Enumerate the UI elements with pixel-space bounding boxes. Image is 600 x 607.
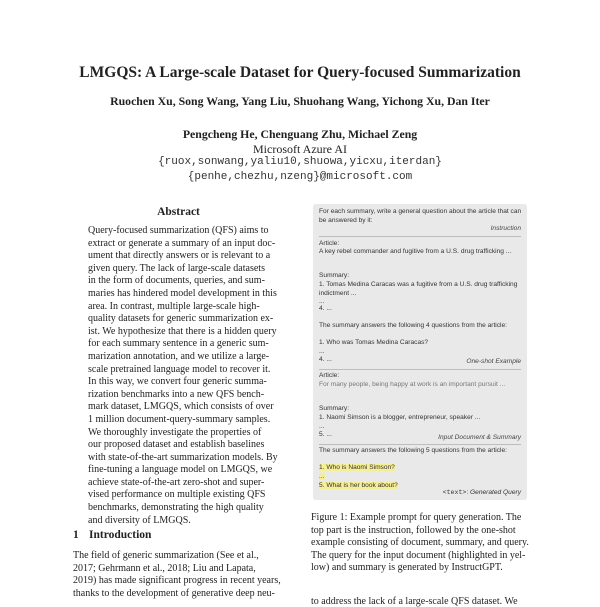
fig-example-q4: 4. ... bbox=[319, 356, 332, 363]
fig-input-q-dots: ... bbox=[319, 473, 325, 480]
fig-input-q5: 5. What is her book about? bbox=[319, 482, 398, 489]
fig-oneshot-tag: One-shot Example bbox=[466, 358, 521, 365]
fig-generated-tag: <text>: Generated Query bbox=[442, 489, 521, 496]
right-column-text-cut: to address the lack of a large-scale QFS dataset. We bbox=[311, 596, 518, 607]
fig-input-summary-5: 5. ... bbox=[319, 431, 332, 438]
fig-input-q1-row bbox=[319, 464, 523, 473]
intro-line: thanks to the development of generative deep neu- bbox=[73, 587, 275, 599]
figure-caption bbox=[311, 512, 533, 575]
fig-input-article-label: Article: bbox=[319, 372, 340, 379]
abstract-line: 1 million document-query-summary samples. bbox=[88, 413, 271, 425]
abstract-line: marization annotation, and we utilize a large- bbox=[88, 350, 270, 362]
fig-divider-2 bbox=[319, 369, 521, 370]
fig-instruction-tag: Instruction bbox=[490, 225, 521, 232]
abstract-line: area. In contrast, multiple large-scale high- bbox=[88, 300, 260, 312]
fig-input-q1: 1. Who is Naomi Simson? bbox=[319, 464, 395, 471]
abstract-line: In this way, we convert four generic summa- bbox=[88, 376, 267, 388]
abstract-line: maries has hindered model development in this bbox=[88, 287, 277, 299]
fig-example-summary-1: 1. Tomas Medina Caracas was a fugitive from a U.S. drug trafficking indictment ... bbox=[319, 281, 518, 297]
caption-line: Figure 1: Example prompt for query generation. The bbox=[311, 512, 522, 523]
caption-line: The query for the input document (highlighted in yel- bbox=[311, 549, 526, 561]
fig-instruction: For each summary, write a general question about the article that can be answered by it: bbox=[319, 208, 522, 224]
abstract-line: ument that directly answers or is relevant to a bbox=[88, 250, 271, 262]
paper-title: LMGQS: A Large-scale Dataset for Query-focused Summarization bbox=[79, 64, 521, 81]
abstract-line: fine-tuning a language model on LMGQS, we bbox=[88, 464, 273, 476]
emails-line-1: {ruox,sonwang,yaliu10,shuowa,yicxu,iterdan} bbox=[158, 156, 442, 168]
intro-line: The field of generic summarization (See et al., bbox=[73, 550, 259, 561]
abstract-line: ist. We hypothesize that there is a hidden query bbox=[88, 325, 277, 337]
intro-line: 2019) has made significant progress in recent years, bbox=[73, 575, 281, 586]
fig-example-summary-dots: ... bbox=[319, 298, 325, 305]
abstract-line: given query. The lack of large-scale datasets bbox=[88, 262, 265, 274]
authors-line-1: Ruochen Xu, Song Wang, Yang Liu, Shuohang Wang, Yichong Xu, Dan Iter bbox=[110, 94, 490, 108]
abstract-line: our proposed dataset and establish baselines bbox=[88, 439, 265, 451]
abstract-line: benchmarks, demonstrating the high quality bbox=[88, 502, 264, 514]
intro-body bbox=[73, 550, 291, 600]
fig-example-answers: The summary answers the following 4 questions from the article: bbox=[319, 322, 508, 329]
abstract-line: and diversity of LMGQS. bbox=[88, 514, 191, 526]
intro-section-number: 1 bbox=[73, 529, 79, 541]
fig-example-summary-4: 4. ... bbox=[319, 305, 332, 312]
abstract-body bbox=[88, 225, 278, 527]
fig-divider-3 bbox=[319, 444, 521, 445]
abstract-heading: Abstract bbox=[157, 206, 200, 218]
caption-line: top part is the instruction, followed by the one-shot bbox=[311, 524, 516, 536]
fig-input-article-text: For many people, being happy at work is an important pursuit ... bbox=[319, 381, 506, 388]
figure-prompt-box bbox=[313, 204, 527, 500]
abstract-line: rization benchmarks into a new QFS bench- bbox=[88, 388, 265, 400]
abstract-line: for each summary sentence in a generic sum- bbox=[88, 338, 269, 350]
abstract-line: Query-focused summarization (QFS) aims to bbox=[88, 225, 269, 236]
fig-generated-tag-label: Generated Query bbox=[470, 489, 521, 496]
fig-example-q1: 1. Who was Tomas Medina Caracas? bbox=[319, 339, 429, 346]
abstract-line: quality datasets for generic summarization ex- bbox=[88, 313, 274, 325]
abstract-line: mark dataset, LMGQS, which consists of over bbox=[88, 401, 274, 413]
fig-input-q-dots-row bbox=[319, 473, 523, 482]
fig-input-summary-label: Summary: bbox=[319, 405, 350, 412]
caption-line: example consisting of document, summary, and query. bbox=[311, 537, 529, 549]
abstract-line: vised performance on multiple existing QFS bbox=[88, 489, 266, 501]
fig-example-summary-label: Summary: bbox=[319, 272, 350, 279]
authors-line-2: Pengcheng He, Chenguang Zhu, Michael Zeng bbox=[182, 127, 418, 141]
abstract-line: in the form of documents, queries, and sum- bbox=[88, 275, 265, 287]
abstract-line: We thoroughly investigate the properties of bbox=[88, 426, 262, 438]
caption-line: low) and summary is generated by InstructGPT. bbox=[311, 562, 503, 574]
abstract-line: extract or generate a summary of an input doc- bbox=[88, 237, 276, 249]
emails-line-2: {penhe,chezhu,nzeng}@microsoft.com bbox=[187, 171, 413, 183]
affiliation: Microsoft Azure AI bbox=[253, 142, 347, 156]
intro-line: 2017; Gehrmann et al., 2018; Liu and Lapata, bbox=[73, 562, 256, 574]
intro-heading bbox=[73, 529, 151, 541]
abstract-line: scale pretrained language model to recover it. bbox=[88, 363, 271, 375]
fig-input-tag: Input Document & Summary bbox=[438, 434, 521, 441]
fig-divider-1 bbox=[319, 236, 521, 237]
fig-generated-tag-mono: <text> bbox=[442, 489, 467, 496]
fig-example-article-label: Article: bbox=[319, 240, 340, 247]
fig-example-q-dots: ... bbox=[319, 348, 325, 355]
abstract-line: achieve state-of-the-art zero-shot and super- bbox=[88, 476, 265, 488]
fig-input-summary-dots: ... bbox=[319, 423, 325, 430]
fig-example-article-text: A key rebel commander and fugitive from a U.S. drug trafficking ... bbox=[319, 248, 512, 255]
intro-section-title: Introduction bbox=[89, 529, 152, 541]
abstract-line: with state-of-the-art summarization models. By bbox=[88, 451, 278, 463]
fig-input-summary-1: 1. Naomi Simson is a blogger, entrepreneur, speaker ... bbox=[319, 414, 481, 421]
fig-input-answers: The summary answers the following 5 questions from the article: bbox=[319, 447, 508, 454]
